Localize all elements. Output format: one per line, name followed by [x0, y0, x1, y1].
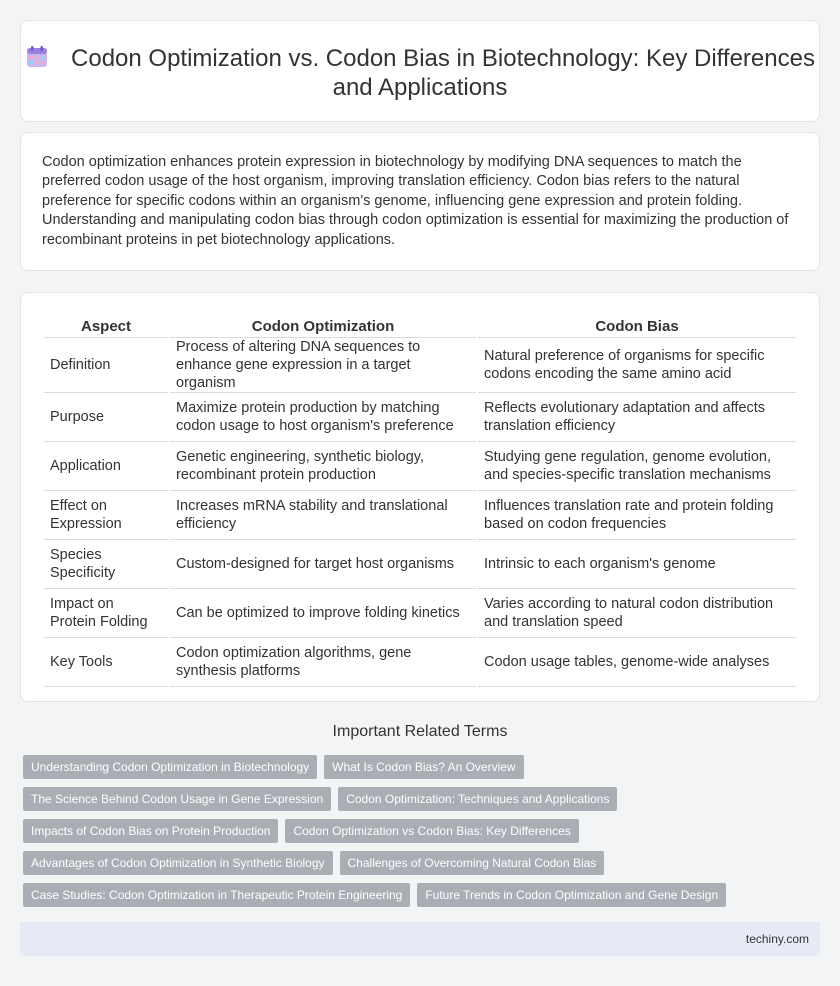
table-cell: Key Tools [44, 638, 168, 687]
related-term-tag[interactable]: Codon Optimization vs Codon Bias: Key Differences [285, 819, 578, 843]
table-cell: Definition [44, 338, 168, 393]
table-row [44, 393, 796, 442]
comparison-table-card [20, 292, 820, 702]
intro-paragraph: Codon optimization enhances protein expression in biotechnology by modifying DNA sequences to match the preferred codon usage of the host organism, improving translation efficiency. Codon bias refers to the natural preference for specific codons within an organism's genome, influencing gene expression and protein folding. Understanding and manipulating codon bias through codon optimization is essential for maximizing the production of recombinant proteins in pet biotechnology applications. [42, 154, 789, 248]
related-terms-heading: Important Related Terms [332, 723, 508, 740]
table-cell: Codon optimization algorithms, gene synthesis platforms [170, 638, 476, 687]
table-cell: Effect on Expression [44, 491, 168, 540]
table-cell: Studying gene regulation, genome evolution, and species-specific translation mechanisms [478, 442, 796, 491]
tag-row [23, 787, 624, 813]
table-cell: Intrinsic to each organism's genome [478, 540, 796, 589]
related-term-tag[interactable]: What Is Codon Bias? An Overview [324, 755, 523, 779]
related-term-tag[interactable]: Future Trends in Codon Optimization and Gene Design [417, 883, 726, 907]
tag-row [23, 851, 611, 877]
table-row [44, 338, 796, 393]
table-cell: Application [44, 442, 168, 491]
table-cell: Reflects evolutionary adaptation and affects translation efficiency [478, 393, 796, 442]
related-term-tag[interactable]: Codon Optimization: Techniques and Applications [338, 787, 617, 811]
table-cell: Influences translation rate and protein folding based on codon frequencies [478, 491, 796, 540]
calendar-icon [25, 45, 49, 69]
tag-row [23, 883, 733, 909]
table-header-row [44, 314, 796, 338]
table-cell: Varies according to natural codon distribution and translation speed [478, 589, 796, 638]
table-row [44, 540, 796, 589]
related-term-tag[interactable]: Challenges of Overcoming Natural Codon Bias [340, 851, 605, 875]
header-codon-bias: Codon Bias [478, 314, 796, 338]
table-cell: Species Specificity [44, 540, 168, 589]
related-term-tag[interactable]: Impacts of Codon Bias on Protein Production [23, 819, 278, 843]
table-cell: Purpose [44, 393, 168, 442]
table-cell: Process of altering DNA sequences to enhance gene expression in a target organism [170, 338, 476, 393]
header-aspect: Aspect [44, 314, 168, 338]
header-codon-optimization: Codon Optimization [170, 314, 476, 338]
comparison-table [42, 314, 798, 687]
intro-card [20, 132, 820, 271]
related-term-tag[interactable]: Understanding Codon Optimization in Biotechnology [23, 755, 317, 779]
table-row [44, 589, 796, 638]
table-row [44, 638, 796, 687]
table-cell: Maximize protein production by matching codon usage to host organism's preference [170, 393, 476, 442]
tag-row [23, 755, 531, 781]
title-wrap [21, 44, 819, 102]
page-title: Codon Optimization vs. Codon Bias in Biotechnology: Key Differences and Applications [71, 45, 815, 101]
table-row [44, 491, 796, 540]
related-term-tag[interactable]: The Science Behind Codon Usage in Gene Expression [23, 787, 331, 811]
table-cell: Genetic engineering, synthetic biology, recombinant protein production [170, 442, 476, 491]
footer [20, 922, 820, 956]
table-cell: Can be optimized to improve folding kinetics [170, 589, 476, 638]
table-cell: Custom-designed for target host organisms [170, 540, 476, 589]
related-term-tag[interactable]: Case Studies: Codon Optimization in Therapeutic Protein Engineering [23, 883, 410, 907]
related-term-tag[interactable]: Advantages of Codon Optimization in Synthetic Biology [23, 851, 333, 875]
table-cell: Codon usage tables, genome-wide analyses [478, 638, 796, 687]
footer-site-link[interactable]: techiny.com [745, 932, 809, 946]
table-row [44, 442, 796, 491]
tag-row [23, 819, 586, 845]
table-cell: Increases mRNA stability and translational efficiency [170, 491, 476, 540]
table-cell: Impact on Protein Folding [44, 589, 168, 638]
table-cell: Natural preference of organisms for specific codons encoding the same amino acid [478, 338, 796, 393]
title-card [20, 20, 820, 122]
